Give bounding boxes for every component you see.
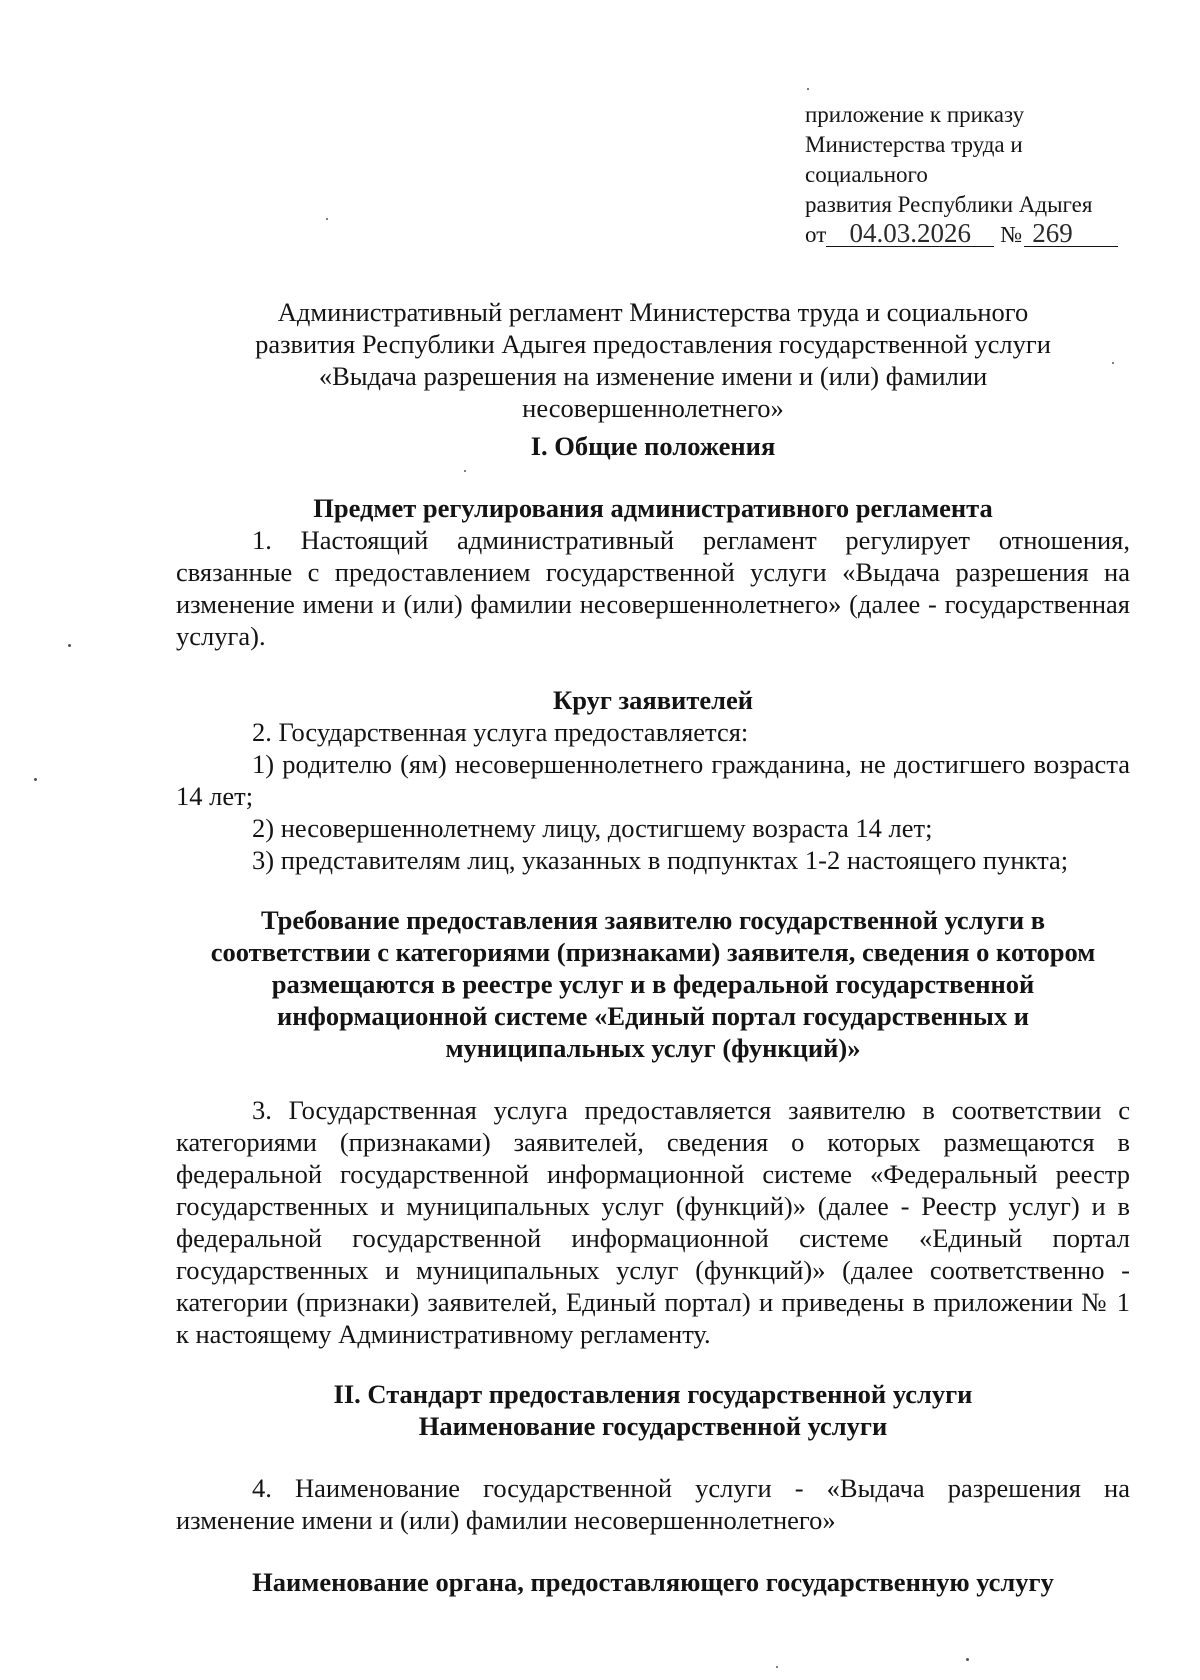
subheading-organ: Наименование органа, предоставляющего государственную услугу (252, 1567, 1054, 1597)
requirement-heading-line: информационной системе «Единый портал государственных и (277, 1001, 1029, 1031)
section-heading-general: I. Общие положения (530, 431, 776, 461)
order-line (805, 220, 1135, 250)
order-number: 269 (1024, 220, 1118, 247)
scan-speck (807, 88, 809, 90)
requirement-heading-line: Требование предоставления заявителю государственной услуги в (260, 905, 1046, 935)
regulation-body (176, 296, 1130, 1598)
subheading-requirement (176, 904, 1130, 1064)
approval-line: развития Республики Адыгея (805, 192, 1093, 217)
order-number-sign: № (1000, 222, 1023, 247)
title-line: «Выдача разрешения на изменение имени и (или) фамилии (318, 361, 988, 391)
subheading-applicants: Круг заявителей (552, 685, 753, 715)
requirement-heading-line: муниципальных услуг (функций)» (445, 1033, 861, 1063)
paragraph-2-item: 1) родителю (ям) несовершеннолетнего гражданина, не достигшего возраста 14 лет; (176, 749, 1130, 811)
paragraph-1: 1. Настоящий административный регламент регулирует отношения, связанные с предоставлением государственной услуги «Выдача разрешения на изменение имени и (или) фамилии несовершеннолетнего» (далее - государственная услуга). (176, 525, 1130, 651)
scan-speck (966, 1658, 969, 1661)
paragraph-2-item: 3) представителям лиц, указанных в подпунктах 1-2 настоящего пункта; (252, 845, 1069, 875)
approval-line: Министерства труда и (805, 132, 1023, 157)
order-prefix: от (805, 222, 827, 247)
paragraph-4: 4. Наименование государственной услуги - «Выдача разрешения на изменение имени и (или) фамилии несовершеннолетнего» (176, 1473, 1130, 1535)
requirement-heading-line: соответствии с категориями (признаками) заявителя, сведения о котором (210, 937, 1096, 967)
scan-speck (776, 1666, 778, 1668)
approval-line: приложение к приказу (805, 102, 1025, 127)
requirement-heading-line: размещаются в реестре услуг и в федеральной государственной (271, 969, 1035, 999)
approval-block (805, 100, 1135, 250)
title-line: несовершеннолетнего» (522, 393, 784, 423)
paragraph-2-item: 2) несовершеннолетнему лицу, достигшему возраста 14 лет; (252, 813, 933, 843)
paragraph-3: 3. Государственная услуга предоставляется заявителю в соответствии с категориями (признаками) заявителей, сведения о которых размещаются в федеральной государственной информационной системе «Федеральный реестр государственных и муниципальных услуг (функций)» (далее - Реестр услуг) и в федеральной государственной информационной системе «Единый портал государственных и муниципальных услуг (функций)» (далее соответственно - категории (признаки) заявителей, Единый портал) и приведены в приложении № 1 к настоящему Административному регламенту. (176, 1095, 1130, 1349)
title-line: развития Республики Адыгея предоставления государственной услуги (255, 329, 1051, 359)
approval-line: социального (805, 162, 928, 187)
scan-speck (34, 778, 37, 781)
title-line: Административный регламент Министерства труда и социального (277, 297, 1029, 327)
document-title (176, 296, 1130, 424)
subheading-subject: Предмет регулирования административного регламента (313, 493, 993, 523)
paragraph-2-intro: 2. Государственная услуга предоставляется: (252, 717, 749, 747)
subheading-service-name: Наименование государственной услуги (418, 1411, 888, 1441)
scan-speck (326, 218, 328, 220)
section-heading-standard: II. Стандарт предоставления государственной услуги (333, 1379, 973, 1409)
order-date: 04.03.2026 (826, 220, 994, 247)
scan-speck (68, 644, 71, 647)
